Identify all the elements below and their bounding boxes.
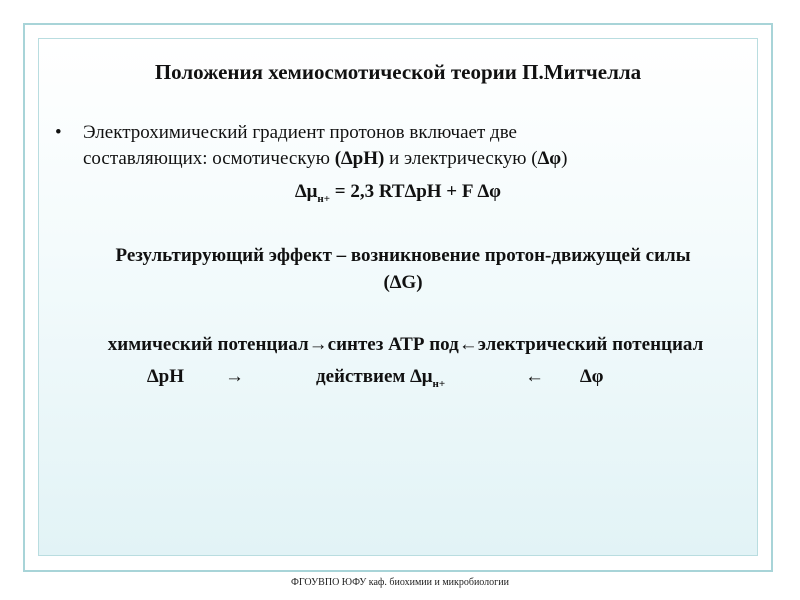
result-line-2: (∆G) [383, 272, 423, 293]
formula-right: = 2,3 RT∆pH + F ∆φ [330, 181, 501, 202]
formula [38, 181, 758, 205]
bullet-marker: • [55, 122, 62, 143]
osmotic-component: (∆pH) [334, 148, 385, 169]
formula-subscript: н+ [317, 192, 331, 205]
bullet-line-1: Электрохимический градиент протонов включает две [83, 122, 517, 143]
footer-caption: ФГОУВПО ЮФУ каф. биохимии и микробиологии [291, 577, 509, 588]
bullet-line-2-mid: и электрическую ( [384, 148, 538, 169]
slide-title: Положения хемиосмотической теории П.Митчелла [154, 60, 642, 84]
potentials-middle [316, 366, 445, 390]
result-line-1: Результирующий эффект – возникновение протон-движущей силы [115, 245, 691, 266]
arrow-right: → [225, 366, 244, 387]
bullet-line-2-end: ) [561, 148, 568, 169]
slide-inner-panel [38, 38, 758, 556]
bullet-line-2 [83, 146, 683, 172]
potentials-middle-subscript: н+ [432, 377, 446, 390]
result-statement [48, 242, 758, 296]
potentials-middle-text: действием ∆μ [316, 366, 433, 387]
bullet-text [83, 120, 683, 172]
potentials-ph: ∆pH [147, 366, 184, 387]
formula-left: ∆μ [295, 181, 318, 202]
potentials-phi: ∆φ [580, 366, 604, 387]
electric-component: ∆φ [537, 148, 562, 169]
bullet-line-2-text: составляющих: осмотическую [83, 148, 335, 169]
arrow-left: ← [525, 366, 544, 387]
potentials-line-1: химический потенциал→синтез АТР под←электрический потенциал [107, 334, 704, 355]
